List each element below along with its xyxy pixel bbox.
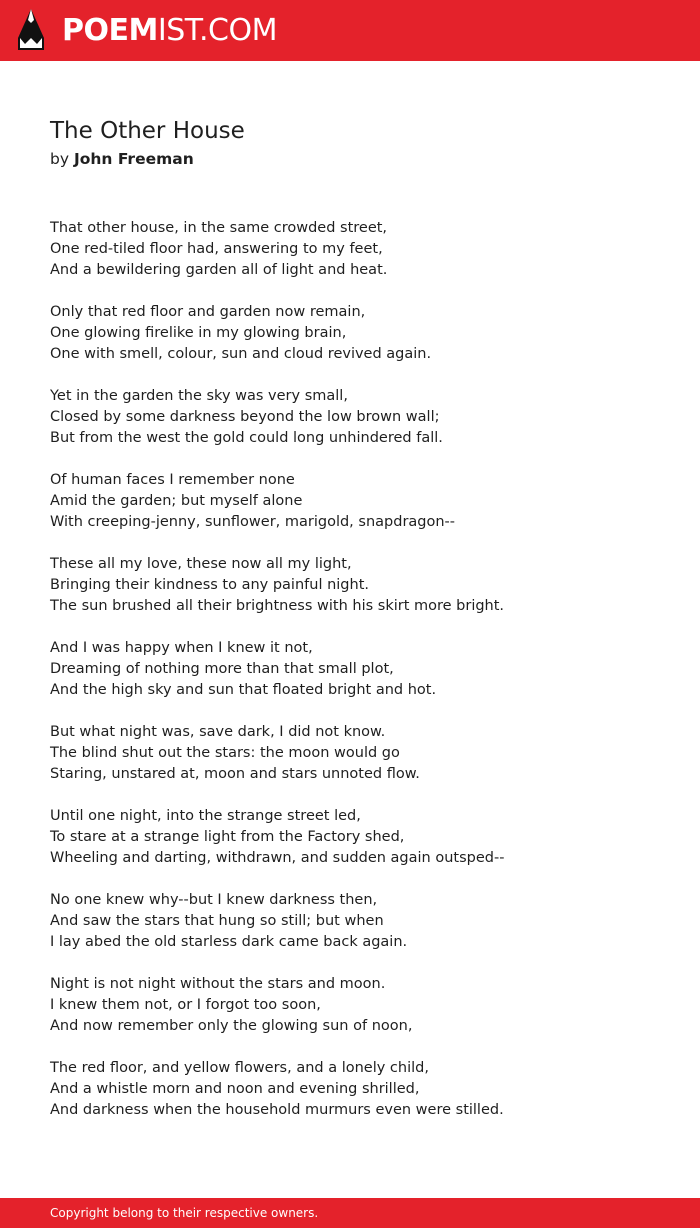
poem-line: With creeping-jenny, sunflower, marigold, snapdragon-- xyxy=(50,514,456,530)
poem-line: And a bewildering garden all of light and heat. xyxy=(50,262,388,278)
poem-line: And darkness when the household murmurs even were stilled. xyxy=(50,1102,504,1118)
poem-stanza xyxy=(50,302,650,365)
brand-light-text: IST.COM xyxy=(157,13,277,48)
poem-line: Until one night, into the strange street led, xyxy=(50,808,361,824)
poem-stanza xyxy=(50,638,650,701)
poem-line: Staring, unstared at, moon and stars unnoted flow. xyxy=(50,766,420,782)
poem-line: Night is not night without the stars and moon. xyxy=(50,976,386,992)
poem-stanza xyxy=(50,722,650,785)
poem-line: That other house, in the same crowded street, xyxy=(50,220,388,236)
poem-line: One red-tiled floor had, answering to my feet, xyxy=(50,241,383,257)
poem-line: Closed by some darkness beyond the low brown wall; xyxy=(50,409,440,425)
poem-line: And now remember only the glowing sun of noon, xyxy=(50,1018,413,1034)
poem-line: The sun brushed all their brightness with his skirt more bright. xyxy=(50,598,505,614)
poem-body xyxy=(50,218,650,1142)
poem-line: One with smell, colour, sun and cloud revived again. xyxy=(50,346,432,362)
site-header xyxy=(0,0,700,61)
poem-line: I lay abed the old starless dark came back again. xyxy=(50,934,408,950)
poem-stanza xyxy=(50,554,650,617)
author-name: John Freeman xyxy=(73,150,194,168)
copyright-text: Copyright belong to their respective owners. xyxy=(50,1206,319,1220)
poem-line: I knew them not, or I forgot too soon, xyxy=(50,997,321,1013)
poem-line: And I was happy when I knew it not, xyxy=(50,640,313,656)
poem-line: Dreaming of nothing more than that small plot, xyxy=(50,661,394,677)
poem-line: The blind shut out the stars: the moon would go xyxy=(50,745,400,761)
poem-line: One glowing firelike in my glowing brain, xyxy=(50,325,347,341)
poem-title: The Other House xyxy=(50,118,245,144)
poem-stanza xyxy=(50,890,650,953)
poem-stanza xyxy=(50,386,650,449)
poem-line: These all my love, these now all my light, xyxy=(50,556,352,572)
poem-line: But from the west the gold could long unhindered fall. xyxy=(50,430,443,446)
byline xyxy=(50,148,194,170)
brand-bold-text: POEM xyxy=(62,13,158,48)
poem-line: Amid the garden; but myself alone xyxy=(50,493,303,509)
poem-stanza xyxy=(50,470,650,533)
pen-nib-icon[interactable] xyxy=(16,8,46,52)
poem-line: But what night was, save dark, I did not know. xyxy=(50,724,386,740)
poem-line: Of human faces I remember none xyxy=(50,472,295,488)
poem-line: Only that red floor and garden now remain, xyxy=(50,304,366,320)
poem-line: Yet in the garden the sky was very small, xyxy=(50,388,348,404)
site-logo[interactable] xyxy=(62,11,277,51)
poem-line: No one knew why--but I knew darkness then, xyxy=(50,892,378,908)
poem-line: Bringing their kindness to any painful night. xyxy=(50,577,369,593)
site-footer xyxy=(0,1198,700,1228)
poem-stanza xyxy=(50,218,650,281)
poem-line: To stare at a strange light from the Factory shed, xyxy=(50,829,405,845)
poem-stanza xyxy=(50,806,650,869)
byline-prefix: by xyxy=(50,150,70,168)
poem-stanza xyxy=(50,1058,650,1121)
poem-line: And the high sky and sun that floated bright and hot. xyxy=(50,682,437,698)
poem-line: The red floor, and yellow flowers, and a lonely child, xyxy=(50,1060,429,1076)
poem-stanza xyxy=(50,974,650,1037)
poem-line: And a whistle morn and noon and evening shrilled, xyxy=(50,1081,420,1097)
poem-line: Wheeling and darting, withdrawn, and sudden again outsped-- xyxy=(50,850,505,866)
poem-line: And saw the stars that hung so still; but when xyxy=(50,913,384,929)
